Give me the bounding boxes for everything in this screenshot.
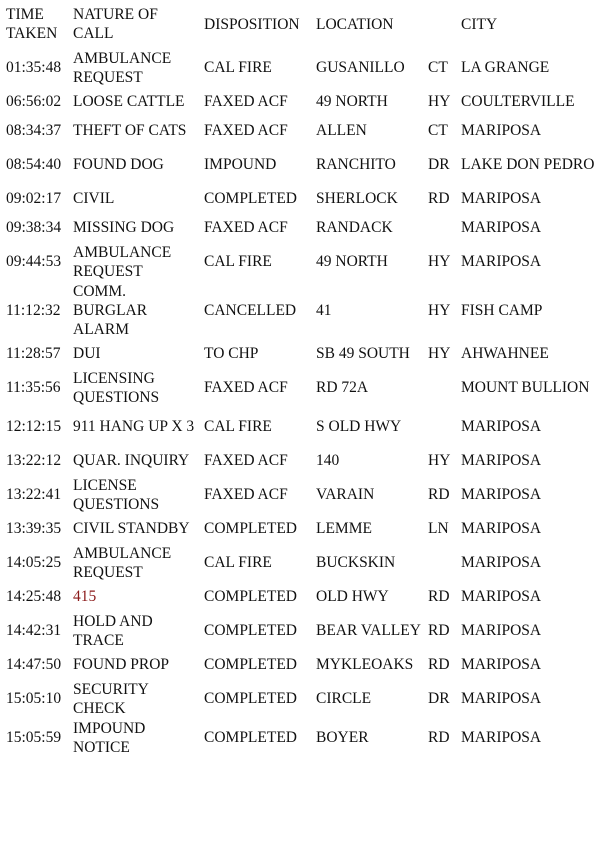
cell-street-type: HY: [428, 345, 451, 362]
cell-city: LA GRANGE: [461, 59, 550, 76]
cell-nature-of-call: LOOSE CATTLE: [73, 93, 185, 110]
table-row: [0, 611, 614, 650]
cell-street-type: [422, 213, 455, 242]
cell-location: RANCHITO: [316, 156, 396, 173]
cell-disposition: FAXED ACF: [204, 122, 288, 139]
cell-nature-of-call: CIVIL: [73, 190, 115, 207]
cell-location: 49 NORTH: [316, 93, 388, 110]
cell-location: 49 NORTH: [316, 253, 388, 270]
cell-disposition: FAXED ACF: [204, 452, 288, 469]
cell-disposition: CAL FIRE: [204, 253, 272, 270]
cell-time-taken: 06:56:02: [6, 93, 62, 110]
table-row: [0, 543, 614, 582]
cell-disposition: CANCELLED: [204, 301, 297, 319]
cell-nature-of-call: AMBULANCE REQUEST: [73, 49, 172, 86]
cell-location: BOYER: [316, 729, 369, 746]
cell-street-type: DR: [428, 156, 450, 173]
cell-city: LAKE DON PEDRO: [461, 156, 595, 173]
cell-nature-of-call: SECURITY CHECK: [73, 680, 149, 717]
cell-location: BEAR VALLEY: [316, 622, 421, 639]
cell-time-taken: 08:34:37: [6, 122, 62, 139]
table-row: [0, 368, 614, 407]
cell-time-taken: 14:47:50: [6, 656, 62, 673]
cell-time-taken: 14:42:31: [6, 622, 62, 639]
cell-time-taken: 13:22:41: [6, 486, 62, 503]
header-time-taken: TIME TAKEN: [6, 6, 58, 42]
cell-location: ALLEN: [316, 122, 367, 139]
cell-street-type: HY: [428, 301, 451, 319]
cell-street-type: [422, 407, 455, 446]
cell-nature-of-call: LICENSE QUESTIONS: [73, 476, 160, 513]
cell-time-taken: 08:54:40: [6, 156, 62, 173]
cell-disposition: IMPOUND: [204, 156, 277, 173]
cell-disposition: COMPLETED: [204, 729, 297, 746]
header-city: CITY: [461, 15, 498, 33]
header-nature-of-call: NATURE OF CALL: [73, 6, 158, 42]
cell-nature-of-call: FOUND DOG: [73, 156, 164, 173]
header-disposition: DISPOSITION: [204, 15, 300, 33]
cell-disposition: FAXED ACF: [204, 379, 288, 396]
cell-street-type: CT: [428, 122, 448, 139]
table-row: [0, 242, 614, 281]
cell-street-type: RD: [428, 588, 450, 605]
cell-nature-of-call: THEFT OF CATS: [73, 122, 187, 139]
cell-disposition: COMPLETED: [204, 520, 297, 537]
table-row: [0, 718, 614, 757]
cell-city: MARIPOSA: [461, 554, 542, 571]
cell-location: LEMME: [316, 520, 372, 537]
cell-city: MARIPOSA: [461, 418, 542, 435]
table-row: [0, 145, 614, 184]
cell-disposition: COMPLETED: [204, 190, 297, 207]
cell-location: S OLD HWY: [316, 418, 402, 435]
cell-city: MARIPOSA: [461, 253, 542, 270]
cell-street-type: [422, 368, 455, 407]
cell-city: AHWAHNEE: [461, 345, 549, 362]
cell-time-taken: 12:12:15: [6, 418, 62, 435]
cell-time-taken: 14:05:25: [6, 554, 62, 571]
cell-nature-of-call: AMBULANCE REQUEST: [73, 544, 172, 581]
cell-time-taken: 09:38:34: [6, 219, 62, 236]
cell-street-type: DR: [428, 690, 450, 707]
cell-street-type: HY: [428, 452, 451, 469]
cell-city: MARIPOSA: [461, 486, 542, 503]
cell-disposition: COMPLETED: [204, 622, 297, 639]
cell-city: COULTERVILLE: [461, 93, 575, 110]
header-street-type: [422, 0, 455, 48]
cell-city: MARIPOSA: [461, 219, 542, 236]
cell-street-type: [422, 543, 455, 582]
table-row: [0, 281, 614, 339]
table-row: [0, 679, 614, 718]
cell-nature-of-call: LICENSING QUESTIONS: [73, 369, 160, 406]
table-row: [0, 213, 614, 242]
cell-nature-of-call: COMM. BURGLAR ALARM: [73, 282, 148, 338]
cell-disposition: COMPLETED: [204, 690, 297, 707]
cell-location: CIRCLE: [316, 690, 372, 707]
cell-street-type: RD: [428, 622, 450, 639]
table-row: [0, 407, 614, 446]
cell-disposition: CAL FIRE: [204, 554, 272, 571]
cell-time-taken: 13:22:12: [6, 452, 62, 469]
cell-disposition: FAXED ACF: [204, 219, 288, 236]
cell-location: 41: [316, 301, 332, 319]
cell-location: OLD HWY: [316, 588, 389, 605]
cell-street-type: RD: [428, 729, 450, 746]
cell-location: RD 72A: [316, 379, 369, 396]
cell-city: FISH CAMP: [461, 301, 543, 319]
cell-disposition: COMPLETED: [204, 656, 297, 673]
cell-location: BUCKSKIN: [316, 554, 396, 571]
table-row: [0, 184, 614, 213]
cell-nature-of-call: HOLD AND TRACE: [73, 612, 153, 649]
cell-nature-of-call: MISSING DOG: [73, 219, 175, 236]
table-row: [0, 339, 614, 368]
cell-street-type: LN: [428, 520, 449, 537]
cell-city: MARIPOSA: [461, 520, 542, 537]
cell-disposition: CAL FIRE: [204, 418, 272, 435]
cell-time-taken: 01:35:48: [6, 59, 62, 76]
cell-location: SB 49 SOUTH: [316, 345, 410, 362]
cell-street-type: RD: [428, 486, 450, 503]
cell-street-type: HY: [428, 93, 451, 110]
cell-nature-of-call: 911 HANG UP X 3: [73, 418, 195, 435]
cell-city: MARIPOSA: [461, 622, 542, 639]
cell-time-taken: 11:12:32: [6, 301, 61, 319]
cell-nature-of-call: 415: [73, 588, 97, 605]
cell-disposition: COMPLETED: [204, 588, 297, 605]
cell-city: MARIPOSA: [461, 690, 542, 707]
table-row: [0, 87, 614, 116]
cell-city: MARIPOSA: [461, 122, 542, 139]
cell-location: SHERLOCK: [316, 190, 398, 207]
cell-nature-of-call: CIVIL STANDBY: [73, 520, 190, 537]
cell-location: GUSANILLO: [316, 59, 405, 76]
cell-street-type: RD: [428, 190, 450, 207]
table-row: [0, 116, 614, 145]
cell-time-taken: 11:28:57: [6, 345, 61, 362]
header-row: [0, 0, 614, 48]
cell-location: MYKLEOAKS: [316, 656, 414, 673]
table-row: [0, 475, 614, 514]
cell-location: VARAIN: [316, 486, 375, 503]
cell-time-taken: 14:25:48: [6, 588, 62, 605]
table-row: [0, 446, 614, 475]
table-row: [0, 514, 614, 543]
cell-nature-of-call: IMPOUND NOTICE: [73, 719, 146, 756]
table-row: [0, 48, 614, 87]
cell-street-type: CT: [428, 59, 448, 76]
cell-location: 140: [316, 452, 340, 469]
cell-city: MARIPOSA: [461, 190, 542, 207]
cell-nature-of-call: DUI: [73, 345, 101, 362]
cell-nature-of-call: QUAR. INQUIRY: [73, 452, 190, 469]
cell-disposition: CAL FIRE: [204, 59, 272, 76]
cell-street-type: HY: [428, 253, 451, 270]
cell-street-type: RD: [428, 656, 450, 673]
header-location: LOCATION: [316, 15, 394, 33]
cell-city: MOUNT BULLION: [461, 379, 590, 396]
cell-disposition: TO CHP: [204, 345, 259, 362]
cell-disposition: FAXED ACF: [204, 93, 288, 110]
cell-time-taken: 15:05:59: [6, 729, 62, 746]
cell-location: RANDACK: [316, 219, 393, 236]
cell-city: MARIPOSA: [461, 656, 542, 673]
cell-time-taken: 11:35:56: [6, 379, 61, 396]
cell-time-taken: 15:05:10: [6, 690, 62, 707]
cell-nature-of-call: FOUND PROP: [73, 656, 170, 673]
cell-city: MARIPOSA: [461, 588, 542, 605]
cell-disposition: FAXED ACF: [204, 486, 288, 503]
cell-city: MARIPOSA: [461, 729, 542, 746]
cell-city: MARIPOSA: [461, 452, 542, 469]
cell-time-taken: 09:02:17: [6, 190, 62, 207]
cell-time-taken: 09:44:53: [6, 253, 62, 270]
cell-nature-of-call: AMBULANCE REQUEST: [73, 243, 172, 280]
table-row: [0, 650, 614, 679]
call-log-body: [0, 48, 614, 757]
cell-time-taken: 13:39:35: [6, 520, 62, 537]
table-row: [0, 582, 614, 611]
